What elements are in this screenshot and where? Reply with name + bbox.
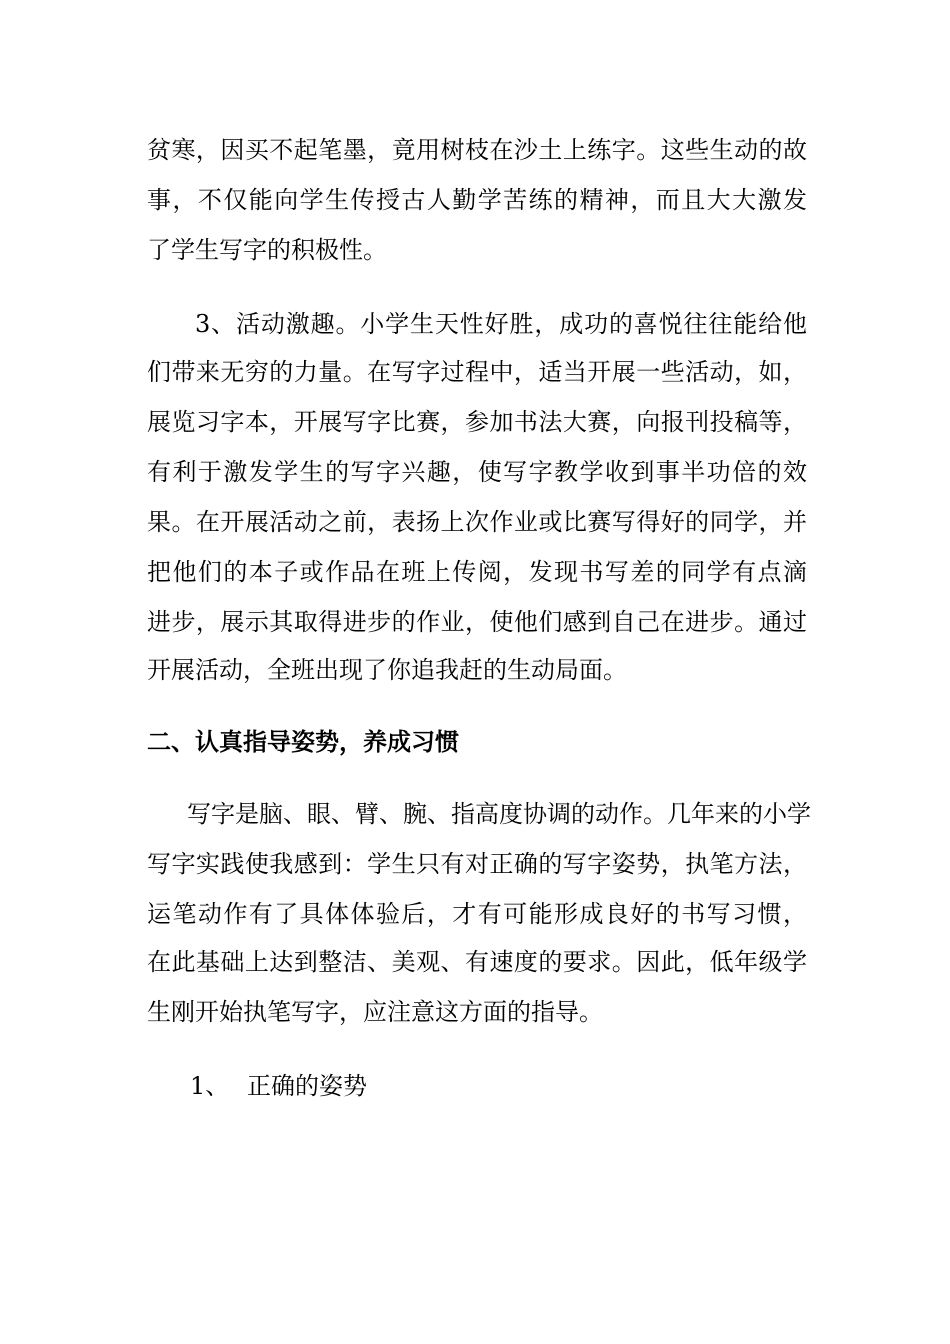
text-line: 在此基础上达到整洁、美观、有速度的要求。因此，低年级学: [147, 948, 807, 976]
text-line: 贫寒，因买不起笔墨，竟用树枝在沙土上练字。这些生动的故: [147, 136, 807, 164]
text-line: 写字实践使我感到：学生只有对正确的写字姿势，执笔方法，: [147, 850, 807, 878]
list-item-number: 1、: [190, 1072, 230, 1100]
text-line: 开展活动，全班出现了你追我赶的生动局面。: [147, 656, 627, 684]
text-line: 果。在开展活动之前，表扬上次作业或比赛写得好的同学，并: [147, 508, 807, 536]
text-line: 们带来无穷的力量。在写字过程中，适当开展一些活动，如，: [147, 358, 807, 386]
section-heading: 二、认真指导姿势，养成习惯: [147, 728, 459, 756]
text-line: 生刚开始执笔写字，应注意这方面的指导。: [147, 998, 603, 1026]
text-line: 进步，展示其取得进步的作业，使他们感到自己在进步。通过: [147, 608, 807, 636]
text-line: 事，不仅能向学生传授古人勤学苦练的精神，而且大大激发: [147, 186, 807, 214]
list-item-text: 正确的姿势: [247, 1072, 367, 1100]
text-line: 3、活动激趣。小学生天性好胜，成功的喜悦往往能给他: [195, 310, 807, 338]
text-line: 把他们的本子或作品在班上传阅，发现书写差的同学有点滴: [147, 558, 807, 586]
text-line: 有利于激发学生的写字兴趣，使写字教学收到事半功倍的效: [147, 458, 807, 486]
text-line: 展览习字本，开展写字比赛，参加书法大赛，向报刊投稿等，: [147, 408, 807, 436]
text-line: 运笔动作有了具体体验后，才有可能形成良好的书写习惯，: [147, 900, 807, 928]
text-line: 了学生写字的积极性。: [147, 236, 387, 264]
text-line: 写字是脑、眼、臂、腕、指高度协调的动作。几年来的小学: [187, 800, 811, 828]
